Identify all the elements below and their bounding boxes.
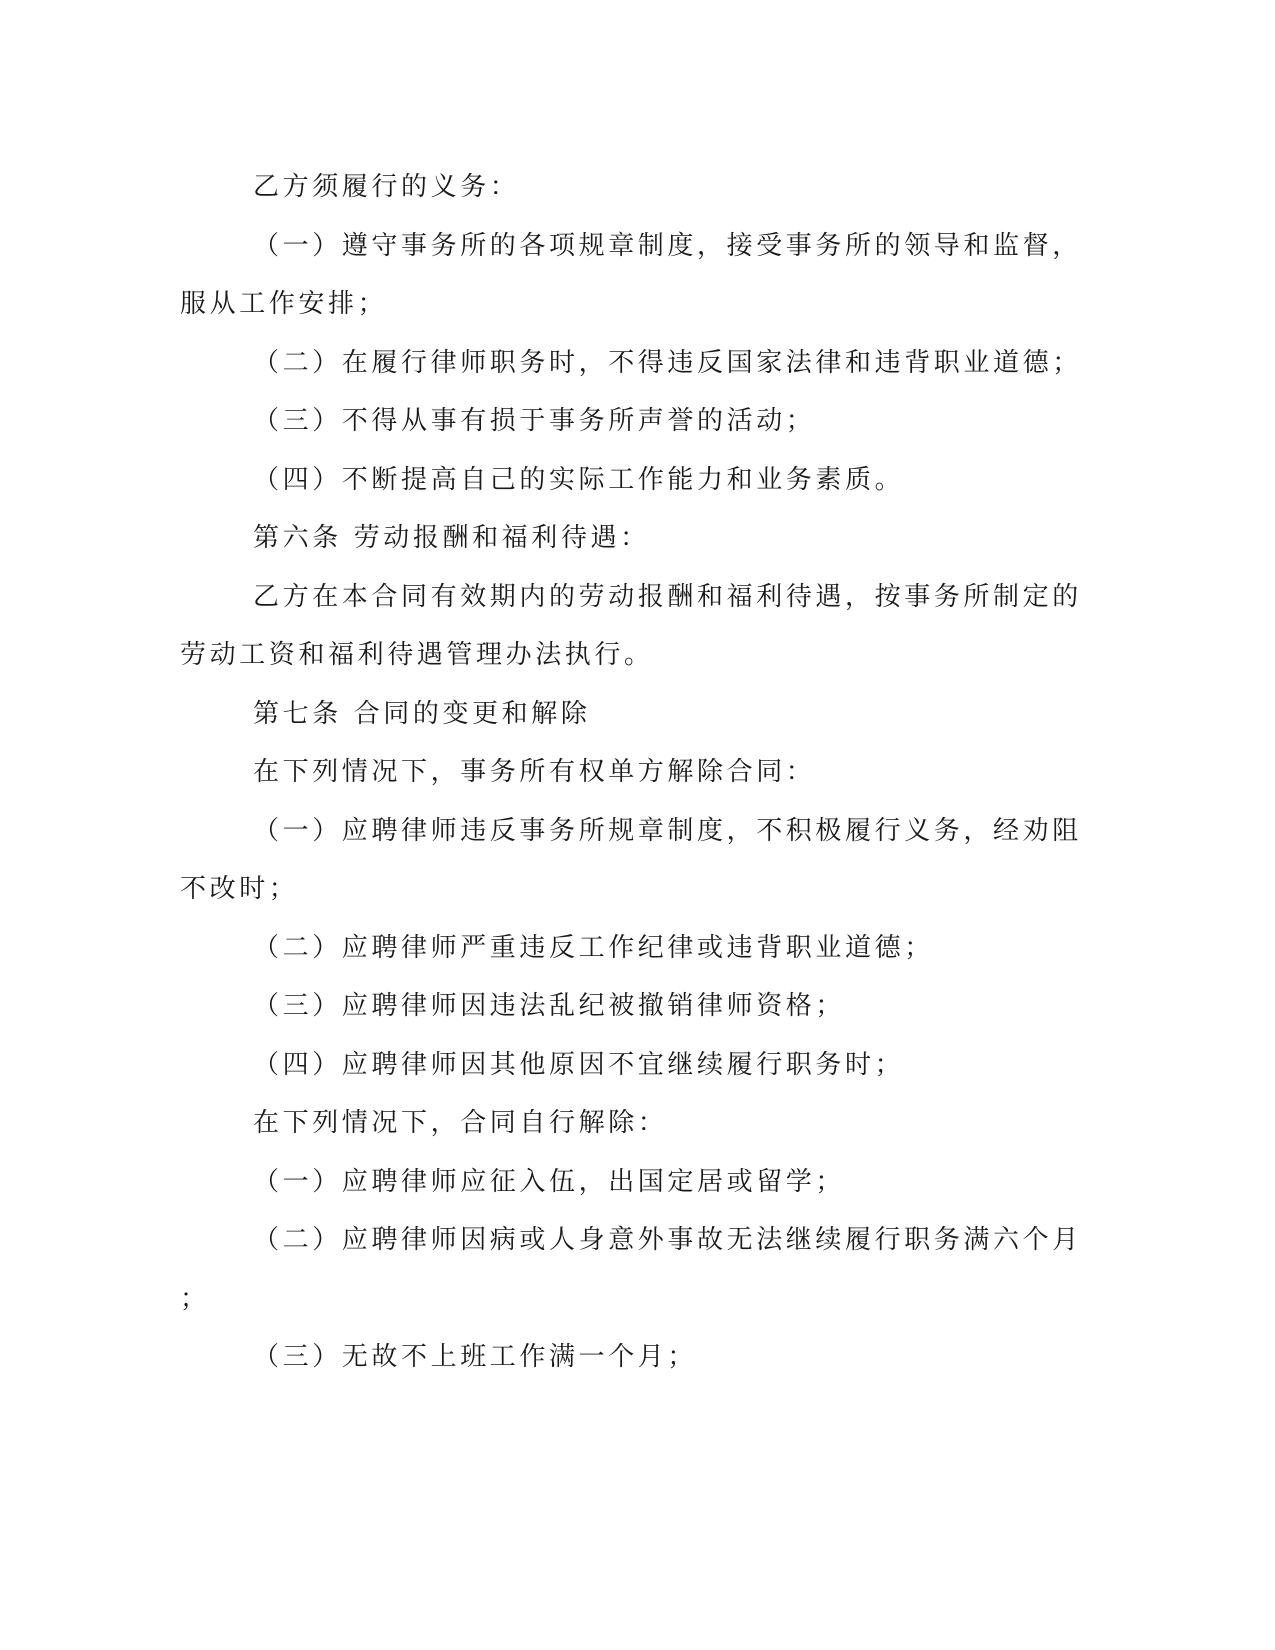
- document-body: [180, 158, 1082, 1387]
- paragraph-line: （一）应聘律师应征入伍，出国定居或留学；: [253, 1166, 846, 1197]
- paragraph-line: 乙方在本合同有效期内的劳动报酬和福利待遇，按事务所制定的: [253, 581, 1082, 612]
- paragraph-continuation-line: 服从工作安排；: [180, 289, 388, 319]
- paragraph-line: （二）应聘律师因病或人身意外事故无法继续履行职务满六个月: [253, 1225, 1082, 1255]
- paragraph-continuation-line: 劳动工资和福利待遇管理办法执行。: [180, 640, 654, 670]
- paragraph-line: （二）在履行律师职务时，不得违反国家法律和违背职业道德；: [253, 347, 1082, 378]
- paragraph-line: （三）无故不上班工作满一个月；: [253, 1342, 698, 1372]
- paragraph-line: 第七条 合同的变更和解除: [253, 698, 591, 729]
- paragraph-line: 乙方须履行的义务：: [253, 172, 520, 202]
- paragraph-line: （四）不断提高自己的实际工作能力和业务素质。: [253, 464, 905, 495]
- paragraph-line: （一）遵守事务所的各项规章制度，接受事务所的领导和监督，: [253, 230, 1082, 261]
- paragraph-line: （三）应聘律师因违法乱纪被撤销律师资格；: [253, 991, 846, 1021]
- paragraph-line: 第六条 劳动报酬和福利待遇：: [253, 523, 650, 553]
- paragraph-continuation-line: 不改时；: [180, 874, 299, 904]
- paragraph-line: （二）应聘律师严重违反工作纪律或违背职业道德；: [253, 932, 934, 963]
- paragraph-line: （一）应聘律师违反事务所规章制度，不积极履行义务，经劝阻: [253, 815, 1082, 846]
- paragraph-line: （三）不得从事有损于事务所声誉的活动；: [253, 406, 816, 436]
- paragraph-line: 在下列情况下，事务所有权单方解除合同：: [253, 757, 816, 787]
- paragraph-continuation-line: ；: [180, 1283, 210, 1314]
- paragraph-line: 在下列情况下，合同自行解除：: [253, 1108, 668, 1138]
- paragraph-line: （四）应聘律师因其他原因不宜继续履行职务时；: [253, 1049, 905, 1080]
